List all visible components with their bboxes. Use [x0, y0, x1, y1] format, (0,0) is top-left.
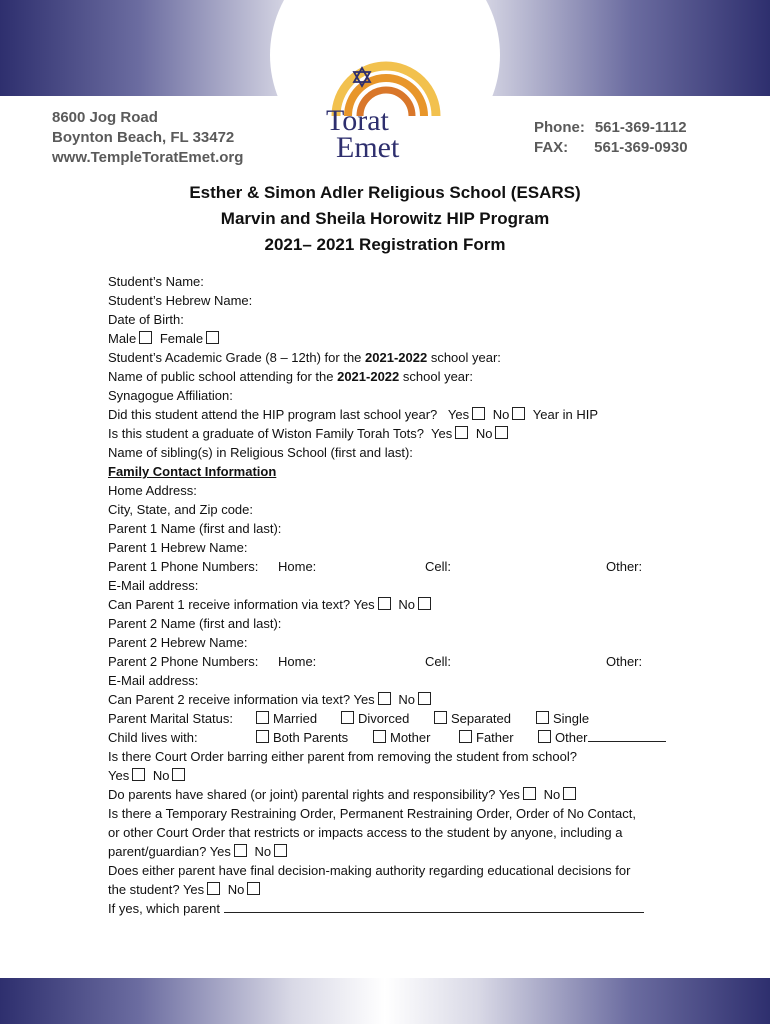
- father-checkbox[interactable]: [459, 730, 472, 743]
- final-decision-line-1: Does either parent have final decision-making authority regarding educational decisions for: [108, 863, 631, 878]
- final-decision-line-2: the student?: [108, 882, 180, 897]
- city-field[interactable]: City, State, and Zip code:: [108, 502, 253, 517]
- hip-yes-label: Yes: [447, 407, 470, 422]
- parent2-hebrew-field[interactable]: Parent 2 Hebrew Name:: [108, 635, 248, 650]
- hebrew-name-field[interactable]: Student’s Hebrew Name:: [108, 293, 253, 308]
- parent2-text-no-checkbox[interactable]: [418, 692, 431, 705]
- father-label: Father: [476, 730, 514, 745]
- married-checkbox[interactable]: [256, 711, 269, 724]
- divorced-label: Divorced: [358, 711, 410, 726]
- program-title: Marvin and Sheila Horowitz HIP Program: [220, 209, 550, 228]
- parent1-other-phone[interactable]: Other:: [606, 559, 643, 574]
- marital-status-row: [108, 709, 708, 728]
- female-checkbox[interactable]: [206, 331, 219, 344]
- court-yes-label: Yes: [108, 768, 130, 783]
- married-label: Married: [273, 711, 318, 726]
- form-title: 2021– 2021 Registration Form: [264, 235, 506, 254]
- parent1-name-field[interactable]: Parent 1 Name (first and last):: [108, 521, 282, 536]
- grade-text: Student’s Academic Grade (8 – 12th) for the: [108, 350, 366, 365]
- parent2-text-question: Can Parent 2 receive information via text?: [108, 692, 351, 707]
- single-checkbox[interactable]: [536, 711, 549, 724]
- hip-yes-checkbox[interactable]: [472, 407, 485, 420]
- parent1-text-no-label: No: [398, 597, 415, 612]
- torah-tots-no-label: No: [475, 426, 493, 441]
- public-school-field[interactable]: [108, 367, 708, 386]
- torat-emet-logo: [318, 46, 448, 161]
- court-no-checkbox[interactable]: [172, 768, 185, 781]
- family-contact-header: Family Contact Information: [108, 464, 277, 479]
- torah-tots-yes-label: Yes: [431, 426, 453, 441]
- female-label: Female: [159, 331, 204, 346]
- public-school-text: Name of public school attending for the: [108, 369, 338, 384]
- phone-label: Phone:: [534, 119, 585, 136]
- parent1-home-phone[interactable]: Home:: [278, 559, 317, 574]
- parent2-text-no-label: No: [398, 692, 415, 707]
- parent2-text-yes-checkbox[interactable]: [378, 692, 391, 705]
- form-titles: [0, 180, 770, 258]
- male-checkbox[interactable]: [139, 331, 152, 344]
- grade-field[interactable]: [108, 348, 708, 367]
- parent1-text-no-checkbox[interactable]: [418, 597, 431, 610]
- shared-yes-label: Yes: [498, 787, 520, 802]
- siblings-field[interactable]: Name of sibling(s) in Religious School (first and last):: [108, 445, 413, 460]
- parent1-text-question: Can Parent 1 receive information via text?: [108, 597, 351, 612]
- parent2-phones-label: Parent 2 Phone Numbers:: [108, 654, 259, 669]
- parent1-email-field[interactable]: E-Mail address:: [108, 578, 199, 593]
- tro-yes-label: Yes: [209, 844, 231, 859]
- address-website: www.TempleToratEmet.org: [52, 149, 244, 166]
- shared-yes-checkbox[interactable]: [523, 787, 536, 800]
- shared-no-checkbox[interactable]: [563, 787, 576, 800]
- parent2-text-yes-label: Yes: [353, 692, 375, 707]
- registration-form: [108, 272, 708, 918]
- restraining-order-line-1: Is there a Temporary Restraining Order, Permanent Restraining Order, Order of No Contact,: [108, 806, 636, 821]
- which-parent-row: [108, 899, 708, 918]
- hip-no-checkbox[interactable]: [512, 407, 525, 420]
- torah-tots-question: Is this student a graduate of Wiston Family Torah Tots?: [108, 426, 425, 441]
- lives-with-row: [108, 728, 708, 747]
- parent2-phones-row: [108, 652, 708, 671]
- dob-field[interactable]: Date of Birth:: [108, 312, 184, 327]
- hip-question: Did this student attend the HIP program last school year?: [108, 407, 438, 422]
- restraining-order-row: [108, 842, 708, 861]
- parent2-text-row: [108, 690, 708, 709]
- court-order-row: [108, 766, 708, 785]
- restraining-order-line-3: parent/guardian?: [108, 844, 207, 859]
- other-blank[interactable]: [588, 729, 666, 742]
- parent1-phones-row: [108, 557, 708, 576]
- court-no-label: No: [152, 768, 170, 783]
- tro-no-label: No: [254, 844, 272, 859]
- public-school-year: 2021-2022: [337, 369, 400, 384]
- public-school-text-end: school year:: [399, 369, 473, 384]
- fax-value: 561-369-0930: [594, 139, 688, 156]
- both-parents-checkbox[interactable]: [256, 730, 269, 743]
- single-label: Single: [553, 711, 590, 726]
- synagogue-field[interactable]: Synagogue Affiliation:: [108, 388, 233, 403]
- contact-block: [534, 118, 688, 158]
- tro-yes-checkbox[interactable]: [234, 844, 247, 857]
- logo-word-torat: Torat: [326, 104, 389, 137]
- parent1-cell-phone[interactable]: Cell:: [425, 559, 452, 574]
- court-order-question: Is there Court Order barring either parent from removing the student from school?: [108, 749, 577, 764]
- student-name-field[interactable]: Student’s Name:: [108, 274, 204, 289]
- final-no-label: No: [227, 882, 245, 897]
- address-street: 8600 Jog Road: [52, 109, 158, 126]
- lives-with-label: Child lives with:: [108, 730, 198, 745]
- both-parents-label: Both Parents: [273, 730, 349, 745]
- parent2-other-phone[interactable]: Other:: [606, 654, 643, 669]
- grade-year: 2021-2022: [365, 350, 428, 365]
- mother-checkbox[interactable]: [373, 730, 386, 743]
- grade-text-end: school year:: [427, 350, 501, 365]
- address-city: Boynton Beach, FL 33472: [52, 129, 235, 146]
- torah-tots-yes-checkbox[interactable]: [455, 426, 468, 439]
- male-label: Male: [108, 331, 137, 346]
- parent1-text-yes-checkbox[interactable]: [378, 597, 391, 610]
- parent1-hebrew-field[interactable]: Parent 1 Hebrew Name:: [108, 540, 248, 555]
- other-label: Other: [555, 730, 588, 745]
- fax-label: FAX:: [534, 139, 569, 156]
- parent1-text-yes-label: Yes: [353, 597, 375, 612]
- parent1-text-row: [108, 595, 708, 614]
- year-in-hip-label: Year in HIP: [532, 407, 599, 422]
- final-decision-row: [108, 880, 708, 899]
- bottom-decorative-band: [0, 978, 770, 1024]
- court-yes-checkbox[interactable]: [132, 768, 145, 781]
- parent2-cell-phone[interactable]: Cell:: [425, 654, 452, 669]
- marital-status-label: Parent Marital Status:: [108, 711, 233, 726]
- logo-word-emet: Emet: [336, 131, 400, 161]
- home-address-field[interactable]: Home Address:: [108, 483, 197, 498]
- separated-label: Separated: [451, 711, 511, 726]
- mother-label: Mother: [390, 730, 431, 745]
- other-checkbox[interactable]: [538, 730, 551, 743]
- final-no-checkbox[interactable]: [247, 882, 260, 895]
- tro-no-checkbox[interactable]: [274, 844, 287, 857]
- parent2-home-phone[interactable]: Home:: [278, 654, 317, 669]
- final-yes-checkbox[interactable]: [207, 882, 220, 895]
- shared-rights-row: [108, 785, 708, 804]
- shared-rights-question: Do parents have shared (or joint) parental rights and responsibility?: [108, 787, 496, 802]
- hip-no-label: No: [492, 407, 510, 422]
- phone-value: 561-369-1112: [594, 119, 687, 136]
- hip-row: [108, 405, 708, 424]
- torah-tots-row: [108, 424, 708, 443]
- parent1-phones-label: Parent 1 Phone Numbers:: [108, 559, 259, 574]
- torah-tots-no-checkbox[interactable]: [495, 426, 508, 439]
- restraining-order-line-2: or other Court Order that restricts or impacts access to the student by anyone, including a: [108, 825, 623, 840]
- school-title: Esther & Simon Adler Religious School (ESARS): [189, 183, 581, 202]
- which-parent-label: If yes, which parent: [108, 901, 220, 916]
- final-yes-label: Yes: [182, 882, 205, 897]
- separated-checkbox[interactable]: [434, 711, 447, 724]
- divorced-checkbox[interactable]: [341, 711, 354, 724]
- parent2-name-field[interactable]: Parent 2 Name (first and last):: [108, 616, 282, 631]
- gender-row: [108, 329, 708, 348]
- address-block: [52, 108, 243, 168]
- which-parent-blank[interactable]: [224, 900, 644, 913]
- shared-no-label: No: [543, 787, 561, 802]
- parent2-email-field[interactable]: E-Mail address:: [108, 673, 199, 688]
